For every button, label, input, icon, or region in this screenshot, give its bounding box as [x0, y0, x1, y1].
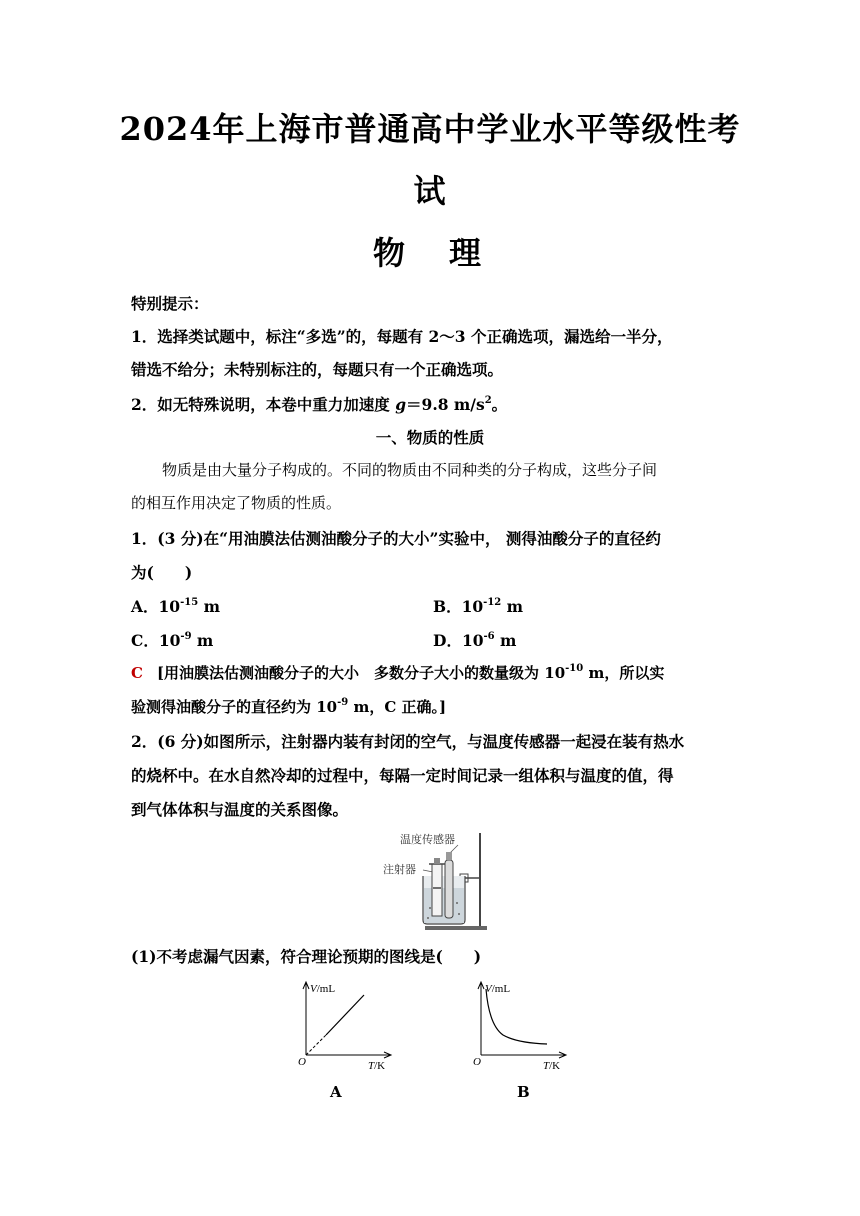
sensor-label: 温度传感器 — [400, 834, 455, 846]
q2-stem-line3: 到气体体积与温度的关系图像。 — [131, 800, 349, 819]
q1-stem-line2: 为( ) — [131, 563, 193, 582]
apparatus-figure — [375, 828, 500, 934]
note-item-2-end: 。 — [491, 395, 508, 414]
q2-stem-line2: 的烧杯中。在水自然冷却的过程中，每隔一定时间记录一组体积与温度的值，得 — [131, 766, 674, 785]
gravity-value: ＝9.8 m/s — [406, 395, 485, 414]
note-item-1-line2: 错选不给分；未特别标注的，每题只有一个正确选项。 — [131, 360, 504, 379]
option-exponent: -15 — [180, 597, 199, 608]
graph-a-origin: O — [298, 1056, 306, 1068]
syringe-label: 注射器 — [383, 864, 416, 876]
option-unit: m — [501, 597, 524, 616]
analysis-text-end: m，所以实 — [583, 664, 665, 682]
exam-title-line1: 2024年上海市普通高中学业水平等级性考 — [119, 110, 741, 148]
q1-option-a — [131, 595, 220, 617]
option-unit: m — [191, 631, 214, 650]
graph-b-origin: O — [473, 1056, 481, 1068]
graph-b-ylabel: V/mL — [485, 983, 511, 995]
note-item-2-text: 2．如无特殊说明，本卷中重力加速度 — [131, 395, 396, 414]
graph-b-letter: B — [517, 1083, 530, 1101]
option-exponent: -12 — [483, 597, 502, 608]
note-item-1-line1: 1．选择类试题中，标注“多选”的，每题有 2～3 个正确选项，漏选给一半分， — [131, 327, 673, 346]
analysis-text-end: m，C 正确。] — [348, 698, 447, 716]
option-label: C．10 — [131, 631, 181, 650]
analysis-exponent: -9 — [337, 697, 349, 708]
gravity-symbol: g — [395, 395, 407, 414]
section-intro-line1: 物质是由大量分子构成的。不同的物质由不同种类的分子构成，这些分子间 — [162, 461, 658, 479]
q2-stem-line1: 2．(6 分)如图所示，注射器内装有封闭的空气，与温度传感器一起浸在装有热水 — [131, 732, 685, 751]
graph-a — [290, 975, 400, 1075]
graph-a-xlabel: T/K — [368, 1060, 386, 1072]
option-exponent: -9 — [180, 631, 192, 642]
q2-sub1: (1)不考虑漏气因素，符合理论预期的图线是( ) — [131, 947, 482, 966]
q1-analysis-text: [用油膜法估测油酸分子的大小 多数分子大小的数量级为 10 — [156, 664, 566, 682]
option-exponent: -6 — [483, 631, 495, 642]
q1-analysis-line2 — [131, 696, 446, 717]
exam-title-line2: 试 — [413, 172, 447, 210]
graph-b-xlabel: T/K — [543, 1060, 561, 1072]
gravity-exponent: 2 — [484, 395, 492, 406]
note-item-2 — [131, 393, 507, 415]
graph-a-ylabel: V/mL — [310, 983, 336, 995]
analysis-exponent: -10 — [565, 663, 584, 674]
option-label: B．10 — [433, 597, 484, 616]
option-unit: m — [198, 597, 220, 616]
q1-analysis-line1 — [131, 662, 664, 683]
analysis-text: 验测得油酸分子的直径约为 10 — [131, 698, 338, 716]
option-label: D．10 — [433, 631, 484, 650]
graph-b — [465, 975, 575, 1075]
q1-option-c — [131, 629, 213, 651]
section-intro-line2: 的相互作用决定了物质的性质。 — [131, 494, 342, 512]
notes-heading: 特别提示： — [131, 294, 209, 313]
q1-option-b — [433, 595, 523, 617]
section-title: 一、物质的性质 — [375, 428, 485, 447]
q1-option-d — [433, 629, 516, 651]
graph-a-letter: A — [330, 1083, 342, 1101]
subject-title: 物 理 — [372, 234, 487, 272]
q1-stem-line1: 1．(3 分)在“用油膜法估测油酸分子的大小”实验中， 测得油酸分子的直径约 — [131, 529, 661, 548]
option-label: A．10 — [131, 597, 181, 616]
option-unit: m — [494, 631, 517, 650]
q1-answer-letter: C — [131, 664, 143, 682]
